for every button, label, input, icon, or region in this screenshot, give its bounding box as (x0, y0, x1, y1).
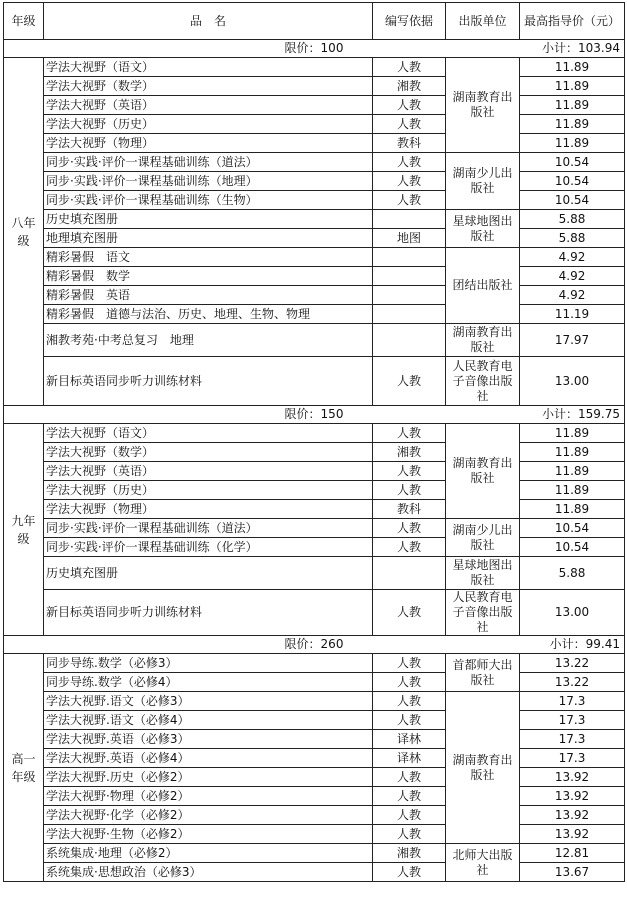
item-price: 12.81 (520, 844, 625, 863)
item-price: 17.97 (520, 324, 625, 357)
table-row (4, 229, 625, 248)
item-price: 10.54 (520, 191, 625, 210)
item-basis: 人教 (373, 357, 446, 406)
table-row (4, 286, 625, 305)
item-price: 5.88 (520, 557, 625, 590)
item-basis: 译林 (373, 730, 446, 749)
publisher-cell: 湖南教育出版社 (446, 324, 520, 357)
item-name: 系统集成·思想政治（必修3） (44, 863, 373, 882)
limit-price: 限价：150 (284, 407, 344, 421)
table-row (4, 96, 625, 115)
item-price: 11.89 (520, 500, 625, 519)
table-row (4, 692, 625, 711)
publisher-cell: 湖南少儿出版社 (446, 519, 520, 557)
item-basis: 人教 (373, 462, 446, 481)
subtotal: 小计：159.75 (542, 407, 620, 421)
item-price: 11.89 (520, 134, 625, 153)
publisher-cell: 人民教育电子音像出版社 (446, 590, 520, 636)
item-price: 17.3 (520, 730, 625, 749)
grade-cell: 九年级 (4, 424, 44, 636)
item-basis (373, 557, 446, 590)
publisher-cell: 湖南教育出版社 (446, 692, 520, 844)
item-basis: 人教 (373, 153, 446, 172)
table-row (4, 267, 625, 286)
item-basis: 人教 (373, 481, 446, 500)
publisher-cell: 湖南教育出版社 (446, 424, 520, 519)
item-price: 11.89 (520, 481, 625, 500)
item-name: 同步·实践·评价一课程基础训练（化学） (44, 538, 373, 557)
item-name: 精彩暑假 道德与法治、历史、地理、生物、物理 (44, 305, 373, 324)
table-row (4, 590, 625, 636)
item-basis: 人教 (373, 806, 446, 825)
item-basis: 人教 (373, 590, 446, 636)
item-name: 新目标英语同步听力训练材料 (44, 357, 373, 406)
table-row (4, 305, 625, 324)
table-row (4, 787, 625, 806)
section-row-grade9 (4, 406, 625, 424)
item-basis (373, 324, 446, 357)
limit-price: 限价：260 (284, 637, 344, 651)
item-basis: 人教 (373, 711, 446, 730)
section-row-grade10 (4, 636, 625, 654)
item-name: 学法大视野（英语） (44, 96, 373, 115)
item-price: 13.00 (520, 357, 625, 406)
item-name: 地理填充图册 (44, 229, 373, 248)
item-name: 学法大视野.语文（必修3） (44, 692, 373, 711)
table-row (4, 462, 625, 481)
item-basis: 人教 (373, 538, 446, 557)
item-basis: 人教 (373, 424, 446, 443)
item-basis: 教科 (373, 134, 446, 153)
table-row (4, 210, 625, 229)
item-name: 学法大视野（语文） (44, 424, 373, 443)
item-price: 13.00 (520, 590, 625, 636)
table-row (4, 768, 625, 787)
item-name: 学法大视野.语文（必修4） (44, 711, 373, 730)
table-row (4, 863, 625, 882)
item-basis: 译林 (373, 749, 446, 768)
table-row (4, 749, 625, 768)
table-row (4, 443, 625, 462)
item-basis: 湘教 (373, 443, 446, 462)
item-price: 11.89 (520, 77, 625, 96)
publisher-cell: 团结出版社 (446, 248, 520, 324)
item-price: 13.92 (520, 806, 625, 825)
item-basis: 人教 (373, 654, 446, 673)
table-row (4, 481, 625, 500)
item-basis: 人教 (373, 172, 446, 191)
item-basis: 人教 (373, 768, 446, 787)
item-name: 学法大视野（物理） (44, 500, 373, 519)
limit-price: 限价：100 (284, 41, 344, 55)
item-name: 学法大视野（历史） (44, 481, 373, 500)
subtotal: 小计：103.94 (542, 41, 620, 55)
item-name: 精彩暑假 语文 (44, 248, 373, 267)
item-name: 历史填充图册 (44, 210, 373, 229)
item-basis (373, 267, 446, 286)
table-row (4, 730, 625, 749)
table-row (4, 248, 625, 267)
item-name: 新目标英语同步听力训练材料 (44, 590, 373, 636)
item-price: 13.22 (520, 654, 625, 673)
header-row (4, 3, 625, 40)
item-name: 湘教考苑·中考总复习 地理 (44, 324, 373, 357)
item-name: 学法大视野.英语（必修4） (44, 749, 373, 768)
table-row (4, 77, 625, 96)
publisher-cell: 星球地图出版社 (446, 210, 520, 248)
item-price: 10.54 (520, 153, 625, 172)
item-name: 学法大视野（数学） (44, 443, 373, 462)
item-basis: 人教 (373, 58, 446, 77)
item-price: 13.92 (520, 825, 625, 844)
item-price: 4.92 (520, 248, 625, 267)
item-price: 11.89 (520, 462, 625, 481)
item-price: 4.92 (520, 267, 625, 286)
item-basis: 人教 (373, 115, 446, 134)
table-row (4, 844, 625, 863)
table-row (4, 654, 625, 673)
table-row (4, 172, 625, 191)
item-basis: 人教 (373, 692, 446, 711)
item-name: 学法大视野.历史（必修2） (44, 768, 373, 787)
item-basis: 湘教 (373, 77, 446, 96)
table-row (4, 153, 625, 172)
item-price: 11.89 (520, 424, 625, 443)
item-basis (373, 286, 446, 305)
table-row (4, 519, 625, 538)
item-name: 同步·实践·评价一课程基础训练（生物） (44, 191, 373, 210)
table-row (4, 58, 625, 77)
table-row (4, 324, 625, 357)
item-name: 学法大视野（英语） (44, 462, 373, 481)
item-name: 学法大视野（历史） (44, 115, 373, 134)
item-basis: 人教 (373, 787, 446, 806)
item-price: 17.3 (520, 692, 625, 711)
item-basis: 人教 (373, 863, 446, 882)
item-name: 同步·实践·评价一课程基础训练（地理） (44, 172, 373, 191)
item-price: 13.67 (520, 863, 625, 882)
publisher-cell: 首都师大出版社 (446, 654, 520, 692)
item-price: 11.89 (520, 115, 625, 134)
item-name: 同步·实践·评价一课程基础训练（道法） (44, 153, 373, 172)
table-row (4, 806, 625, 825)
item-basis: 人教 (373, 519, 446, 538)
item-name: 学法大视野·生物（必修2） (44, 825, 373, 844)
item-basis: 人教 (373, 825, 446, 844)
item-basis: 湘教 (373, 844, 446, 863)
subtotal: 小计：99.41 (549, 637, 620, 651)
publisher-cell: 湖南教育出版社 (446, 58, 520, 153)
table-row (4, 357, 625, 406)
grade-cell: 八年级 (4, 58, 44, 406)
table-row (4, 424, 625, 443)
item-basis (373, 305, 446, 324)
item-basis: 人教 (373, 96, 446, 115)
table-row (4, 825, 625, 844)
table-row (4, 673, 625, 692)
table-row (4, 191, 625, 210)
item-price: 5.88 (520, 210, 625, 229)
header-publisher: 出版单位 (446, 3, 520, 40)
item-name: 学法大视野（物理） (44, 134, 373, 153)
item-price: 5.88 (520, 229, 625, 248)
item-basis: 教科 (373, 500, 446, 519)
item-price: 10.54 (520, 538, 625, 557)
item-name: 学法大视野（语文） (44, 58, 373, 77)
publisher-cell: 北师大出版社 (446, 844, 520, 882)
item-price: 11.89 (520, 443, 625, 462)
item-basis: 人教 (373, 191, 446, 210)
item-price: 13.92 (520, 787, 625, 806)
item-name: 系统集成·地理（必修2） (44, 844, 373, 863)
table-row (4, 711, 625, 730)
price-table (3, 2, 625, 882)
item-name: 学法大视野（数学） (44, 77, 373, 96)
item-name: 同步导练.数学（必修3） (44, 654, 373, 673)
item-basis: 地图 (373, 229, 446, 248)
item-name: 学法大视野·化学（必修2） (44, 806, 373, 825)
item-price: 11.89 (520, 58, 625, 77)
item-name: 同步·实践·评价一课程基础训练（道法） (44, 519, 373, 538)
item-name: 学法大视野·物理（必修2） (44, 787, 373, 806)
item-name: 学法大视野.英语（必修3） (44, 730, 373, 749)
grade-cell: 高一年级 (4, 654, 44, 882)
table-row (4, 500, 625, 519)
item-name: 精彩暑假 英语 (44, 286, 373, 305)
publisher-cell: 湖南少儿出版社 (446, 153, 520, 210)
item-name: 精彩暑假 数学 (44, 267, 373, 286)
section-row-grade8 (4, 40, 625, 58)
header-name: 品 名 (44, 3, 373, 40)
header-grade: 年级 (4, 3, 44, 40)
item-price: 11.89 (520, 96, 625, 115)
item-price: 11.19 (520, 305, 625, 324)
table-row (4, 557, 625, 590)
item-price: 10.54 (520, 519, 625, 538)
publisher-cell: 星球地图出版社 (446, 557, 520, 590)
item-basis (373, 248, 446, 267)
item-price: 13.22 (520, 673, 625, 692)
header-price: 最高指导价（元） (520, 3, 625, 40)
item-name: 历史填充图册 (44, 557, 373, 590)
item-name: 同步导练.数学（必修4） (44, 673, 373, 692)
publisher-cell: 人民教育电子音像出版社 (446, 357, 520, 406)
item-price: 10.54 (520, 172, 625, 191)
item-price: 4.92 (520, 286, 625, 305)
table-row (4, 538, 625, 557)
table-row (4, 115, 625, 134)
item-price: 17.3 (520, 749, 625, 768)
item-basis: 人教 (373, 673, 446, 692)
table-row (4, 134, 625, 153)
header-basis: 编写依据 (373, 3, 446, 40)
item-price: 13.92 (520, 768, 625, 787)
item-basis (373, 210, 446, 229)
item-price: 17.3 (520, 711, 625, 730)
